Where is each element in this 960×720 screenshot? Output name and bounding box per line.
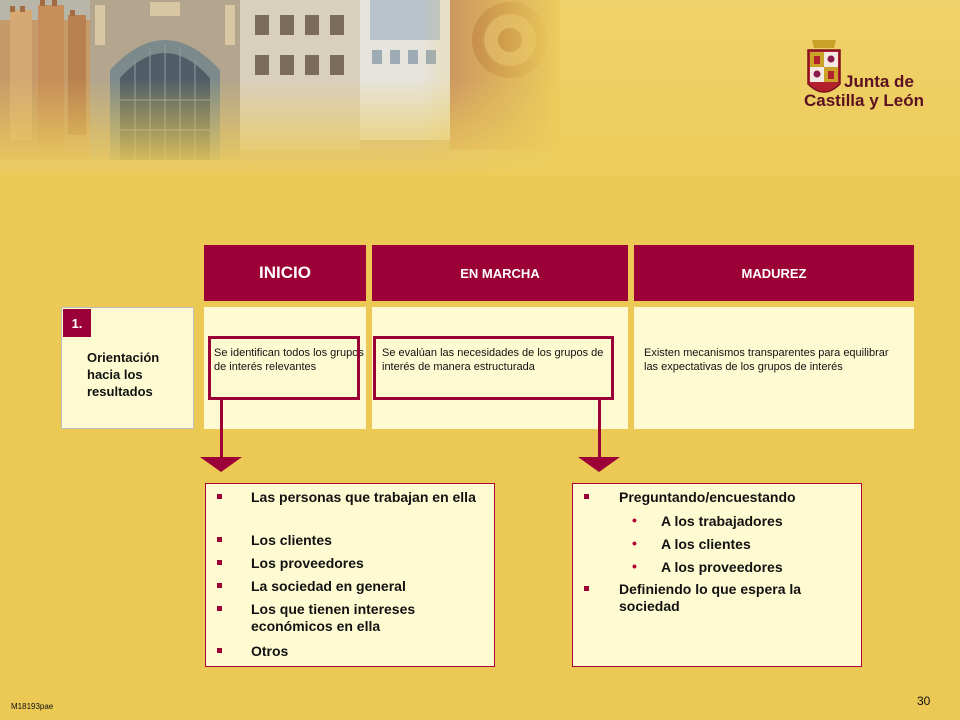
header-en-marcha-label: EN MARCHA (460, 265, 540, 281)
arrow-head-right (578, 457, 620, 472)
bullet-icon (217, 583, 222, 588)
bullet-icon (584, 494, 589, 499)
criterion-number: 1. (63, 309, 91, 337)
header-inicio (204, 245, 366, 301)
list-item: Los clientes (251, 532, 332, 548)
stakeholders-box (205, 483, 495, 667)
list-item: Los que tienen intereses económicos en ella (251, 601, 416, 634)
bullet-icon (217, 537, 222, 542)
list-item: Los proveedores (251, 555, 364, 571)
cell-madurez-text: Existen mecanismos transparentes para equilibrar las expectativas de los grupos de interés (644, 347, 889, 373)
cell-inicio-text: Se identifican todos los grupos de interés relevantes (214, 347, 364, 373)
sub-list-item: A los clientes (661, 536, 751, 552)
logo-text (804, 72, 934, 110)
header-madurez (634, 245, 914, 301)
sub-bullet-icon: • (632, 512, 637, 528)
list-item: La sociedad en general (251, 578, 406, 594)
list-item: Preguntando/encuestando (619, 489, 796, 505)
arrow-head-left (200, 457, 242, 472)
methods-box (572, 483, 862, 667)
header-inicio-label: INICIO (259, 263, 311, 282)
cell-madurez (634, 307, 914, 429)
bullet-icon (217, 560, 222, 565)
sub-bullet-icon: • (632, 558, 637, 574)
highlight-inicio (208, 336, 360, 400)
bullet-icon (217, 494, 222, 499)
list-item: Definiendo lo que espera la sociedad (619, 581, 802, 614)
sub-bullet-icon: • (632, 535, 637, 551)
bullet-icon (217, 648, 222, 653)
sub-list-item: A los trabajadores (661, 513, 783, 529)
criterion-box (61, 307, 194, 429)
sub-list-item: A los proveedores (661, 559, 783, 575)
page-number: 30 (917, 694, 931, 708)
banner-photo-montage (0, 0, 560, 175)
logo-line-2: Castilla y León (804, 91, 924, 110)
highlight-en-marcha (373, 336, 614, 400)
bullet-icon (584, 586, 589, 591)
list-item: Otros (251, 643, 289, 659)
arrow-line-left (220, 400, 223, 457)
cell-en-marcha-text: Se evalúan las necesidades de los grupos de interés de manera estructurada (382, 347, 604, 373)
logo-line-1: Junta de (844, 72, 914, 91)
criterion-label: Orientación hacia los resultados (87, 350, 160, 399)
bullet-icon (217, 606, 222, 611)
header-madurez-label: MADUREZ (741, 265, 807, 281)
header-en-marcha (372, 245, 628, 301)
footer-code: M18193pae (11, 702, 54, 711)
arrow-line-right (598, 400, 601, 457)
monuments-image (0, 0, 560, 175)
junta-logo (800, 36, 930, 116)
list-item: Las personas que trabajan en ella (251, 489, 476, 505)
